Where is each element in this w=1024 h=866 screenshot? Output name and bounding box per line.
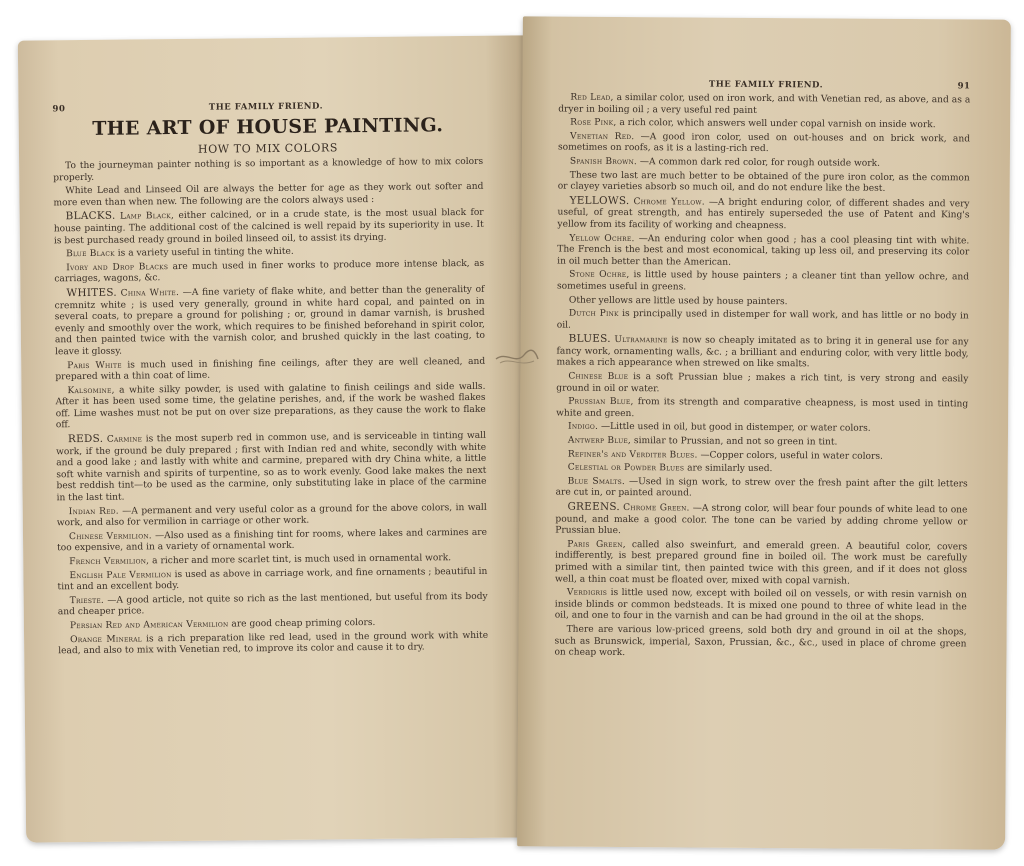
paragraph-text: —A strong color, will bear four pounds of white lead to one pound, and make a good color. The tone can be varied by adding chrome yellow or Prussian blue. — [555, 503, 968, 537]
color-name: Chinese Vermilion. — [68, 531, 152, 542]
paragraph-text: is much used in finishing fine ceilings, after they are well cleaned, and prepared with a thin coat of lime. — [55, 356, 486, 383]
color-name: Kalsomine, — [67, 385, 115, 396]
paragraph-text: Other yellows are little used by house painters. — [568, 295, 788, 307]
color-name: Dutch Pink — [568, 308, 619, 320]
paragraph — [555, 588, 967, 626]
section-heading: REDS. — [67, 432, 104, 446]
color-name: Ivory and Drop Blacks — [66, 261, 169, 273]
color-name: Orange Mineral — [70, 633, 142, 645]
left-page — [18, 35, 534, 842]
color-name: Stone Ochre, — [569, 269, 630, 281]
paragraph — [558, 131, 970, 157]
paragraph-text: are good cheap priming colors. — [231, 617, 376, 630]
paragraph — [555, 502, 967, 541]
color-name: Celestial or Powder Blues — [567, 462, 685, 474]
paragraph — [556, 476, 968, 502]
color-name: Verdigris — [566, 587, 608, 599]
running-title: THE FAMILY FRIEND. — [208, 101, 324, 113]
paragraph-text: —A permanent and very useful color as a ground for the above colors, in wall work, and also for vermilion in carriage or other work. — [56, 502, 487, 529]
paragraph — [557, 270, 969, 296]
paragraph-text: —A good iron color, used on out-houses and on brick work, and sometimes on roofs, as it is a lasting-rich red. — [557, 131, 971, 155]
paragraph-text: White Lead and Linseed Oil are always the better for age as they work out softer and more even than when new. The following are the colors always used : — [53, 182, 484, 209]
paragraph — [558, 93, 970, 119]
paragraph-text: —Used in sign work, to strew over the fresh paint after the gilt letters are cut in, or painted around. — [555, 476, 968, 499]
paragraph-text: is a rich preparation like red lead, used in the ground work with white lead, and also to mix with Venetian red, to improve its color and cause it to dry. — [58, 630, 489, 657]
paragraph-text: are similarly used. — [687, 463, 773, 475]
paragraph-text: There are various low-priced greens, sold both dry and ground in oil at the shops, such as Brunswick, imperial, Saxon, Prussian, &c., &c., used in place of chrome green on cheap work. — [554, 624, 967, 659]
paragraph-text: is principally used in distemper for wall work, and has little or no body in oil. — [556, 309, 969, 331]
paragraph-text: is little used now, except with boiled oil on vessels, or with resin varnish on inside blinds or common bedsteads. It is mixed one pound to three of white lead in the oil, and one to four in the varnish and can be had ground in the oil at the shops. — [554, 588, 967, 624]
color-name: Trieste. — [69, 595, 105, 606]
paragraph — [55, 381, 485, 432]
color-name: Paris White — [67, 360, 122, 371]
color-name: Chinese Blue — [568, 371, 629, 383]
paragraph-text: a white silky powder, is used with galatine to finish ceilings and side walls. After it has been used some time, the gelatine perishes, and, if the work be washed flakes off. Lime washes must not be put on over size preparations, as they cause the work to flake off. — [55, 381, 486, 431]
running-head — [52, 100, 482, 115]
paragraph — [56, 430, 487, 505]
right-page — [517, 16, 1011, 849]
paragraph — [54, 259, 484, 287]
paragraph — [556, 449, 968, 463]
section-heading: WHITES. — [66, 286, 118, 300]
paragraph — [554, 624, 966, 662]
paragraph-text: from its strength and comparative cheapness, is most used in tinting white and green. — [556, 397, 969, 419]
paragraph — [54, 284, 485, 359]
running-title: THE FAMILY FRIEND. — [708, 79, 824, 91]
paragraph — [556, 422, 968, 436]
paragraph — [556, 334, 968, 373]
paragraph-text: is little used by house painters ; a cleaner tint than yellow ochre, and sometimes useful in greens. — [556, 270, 970, 293]
section-heading: BLUES. — [568, 332, 611, 346]
color-name: Antwerp Blue, — [567, 435, 632, 447]
paragraph — [558, 157, 970, 171]
paragraph-text: These two last are much better to be obtained of the pure iron color, as the common or clayey varieties absorb so much oil, and do not endure like the best. — [557, 170, 970, 194]
paragraph-text: are much used in finer works to produce more intense black, as carriages, wagons, &c. — [54, 258, 485, 285]
paragraph — [557, 309, 969, 335]
color-name: Ultramarine — [614, 335, 668, 346]
paragraph — [556, 463, 968, 477]
color-name: Venetian Red. — [570, 131, 635, 142]
paragraph-text: —Copper colors, useful in water colors. — [700, 450, 883, 462]
section-heading: GREENS. — [567, 500, 621, 513]
paragraph-text: either calcined, or in a crude state, is the most usual black for house painting. The additional cost of the calcined is well repaid by its superiority in use. It is best purchased ready ground in boiled linseed oil, to assist its drying. — [53, 208, 484, 246]
paragraph — [557, 233, 969, 271]
paragraph — [57, 528, 487, 556]
color-name: Blue Black — [66, 248, 115, 260]
color-name: Refiner's and Verditer Blues. — [567, 449, 698, 461]
page-number: 91 — [957, 81, 971, 92]
section-heading: BLACKS. — [65, 210, 116, 223]
paragraph-text: —A bright enduring color, of different shades and very useful, of great strength, and has entirely superseded the use of Patent and King's yellow from its facility of working and cheapness. — [557, 197, 970, 232]
binding-thread — [494, 345, 540, 369]
paragraph-text: —Little used in oil, but good in distemper, or water colors. — [600, 422, 871, 435]
left-page-body — [53, 157, 488, 658]
paragraph — [558, 170, 970, 196]
paragraph — [58, 592, 488, 620]
color-name: Persian Red and American Vermilion — [69, 619, 229, 632]
paragraph — [53, 157, 483, 185]
paragraph-text: is the most superb red in common use, and is serviceable in tinting wall work, if the ground be duly prepared ; first with Indian red and white, secondly with white and a good lake ; and lastly with white and carmine, prepared with dry China white, a little soft white varnish and spirits of turpentine, so as to work evenly. Good lake makes the next best reddish tint—to be used as the carmine, only substituting lake in place of the carmine in the last tint. — [56, 430, 487, 504]
paragraph — [556, 372, 968, 398]
paragraph-text: a similar color, used on iron work, and with Venetian red, as above, and as a dryer in boiling oil ; a very useful red paint — [558, 92, 971, 116]
paragraph — [57, 502, 487, 530]
color-name: Chrome Green. — [623, 503, 690, 514]
color-name: Lamp Black, — [119, 211, 175, 222]
color-name: China White. — [120, 287, 180, 299]
color-name: Rose Pink, — [570, 117, 617, 129]
article-subtitle: HOW TO MIX COLORS — [197, 141, 339, 156]
paragraph — [55, 356, 485, 384]
paragraph — [57, 566, 487, 594]
color-name: English Pale Vermilion — [69, 569, 172, 581]
paragraph-text: called also sweinfurt, and emerald green. A beautiful color, covers indifferently, is best prepared ground fine in boiled oil. The work must be carefully primed with a similar tint, then painted twice with this green, and if it does not gloss well, a thin coat must be floated over, mixed with copal varnish. — [554, 539, 968, 587]
color-name: Red Lead, — [570, 92, 614, 103]
article-title: THE ART OF HOUSE PAINTING. — [92, 114, 444, 140]
paragraph-text: —A good article, not quite so rich as the last mentioned, but useful from its body and cheaper price. — [57, 591, 488, 618]
color-name: Indian Red. — [68, 506, 119, 517]
color-name: French Vermilion, — [69, 556, 150, 568]
paragraph — [58, 630, 488, 658]
paragraph-text: a rich color, which answers well under copal varnish on inside work. — [619, 118, 936, 131]
paragraph — [557, 295, 969, 309]
color-name: Chrome Yellow. — [633, 196, 705, 208]
paragraph-text: is a soft Prussian blue ; makes a rich tint, is very strong and easily ground in oil or water. — [556, 372, 969, 394]
paragraph-text: —A common dark red color, for rough outside work. — [639, 157, 881, 169]
paragraph-text: is a variety useful in tinting the white. — [117, 246, 294, 259]
paragraph — [558, 118, 970, 132]
color-name: Yellow Ochre. — [569, 233, 635, 244]
section-heading: YELLOWS. — [569, 194, 630, 207]
paragraph-text: similar to Prussian, and not so green in tint. — [633, 436, 838, 448]
paragraph — [555, 539, 967, 588]
paragraph — [557, 195, 969, 234]
paragraph-text: —A fine variety of flake white, and better than the generality of cremnitz white ; is used very generally, ground in white hard copal, and painted on in several coats, to prepare a ground for polishing ; or, ground in damar varnish, is brushed evenly and smoothly over the work, which requires to be finished beforehand in spirit color, and then painted twice with the varnish color, and brushed quickly in the last coating, to leave it glossy. — [54, 284, 485, 358]
paragraph — [54, 207, 484, 247]
paragraph — [556, 397, 968, 423]
paragraph-text: —Also used as a finishing tint for rooms, where lakes and carmines are too expensive, and in a variety of ornamental work. — [57, 527, 488, 554]
paragraph-text: a richer and more scarlet tint, is much used in ornamental work. — [152, 553, 452, 567]
paragraph — [556, 436, 968, 450]
page-number: 90 — [52, 104, 66, 115]
color-name: Carmine — [106, 434, 143, 445]
color-name: Blue Smalts. — [567, 476, 626, 487]
color-name: Spanish Brown. — [569, 156, 638, 168]
right-page-body — [554, 93, 970, 663]
paragraph-text: is now so cheaply imitated as to bring it in general use for any fancy work, ornamenting walls, &c. ; a brilliant and enduring color, with very little body, makes a rich appearance when strewed on like smalts. — [556, 335, 969, 370]
paragraph-text: —An enduring color when good ; has a cool pleasing tint with white. The French is the best and most economical, taking up less oil, and preserving its color in oil much better than the American. — [557, 233, 970, 268]
running-head — [558, 79, 970, 92]
color-name: Indigo. — [568, 422, 599, 433]
paragraph-text: is used as above in carriage work, and fine ornaments ; beautiful in tint and an excellent body. — [57, 566, 488, 593]
paragraph — [53, 182, 483, 210]
color-name: Paris Green, — [567, 539, 626, 550]
color-name: Prussian Blue, — [568, 396, 634, 408]
paragraph-text: To the journeyman painter nothing is so important as a knowledge of how to mix colors properly. — [53, 156, 484, 183]
